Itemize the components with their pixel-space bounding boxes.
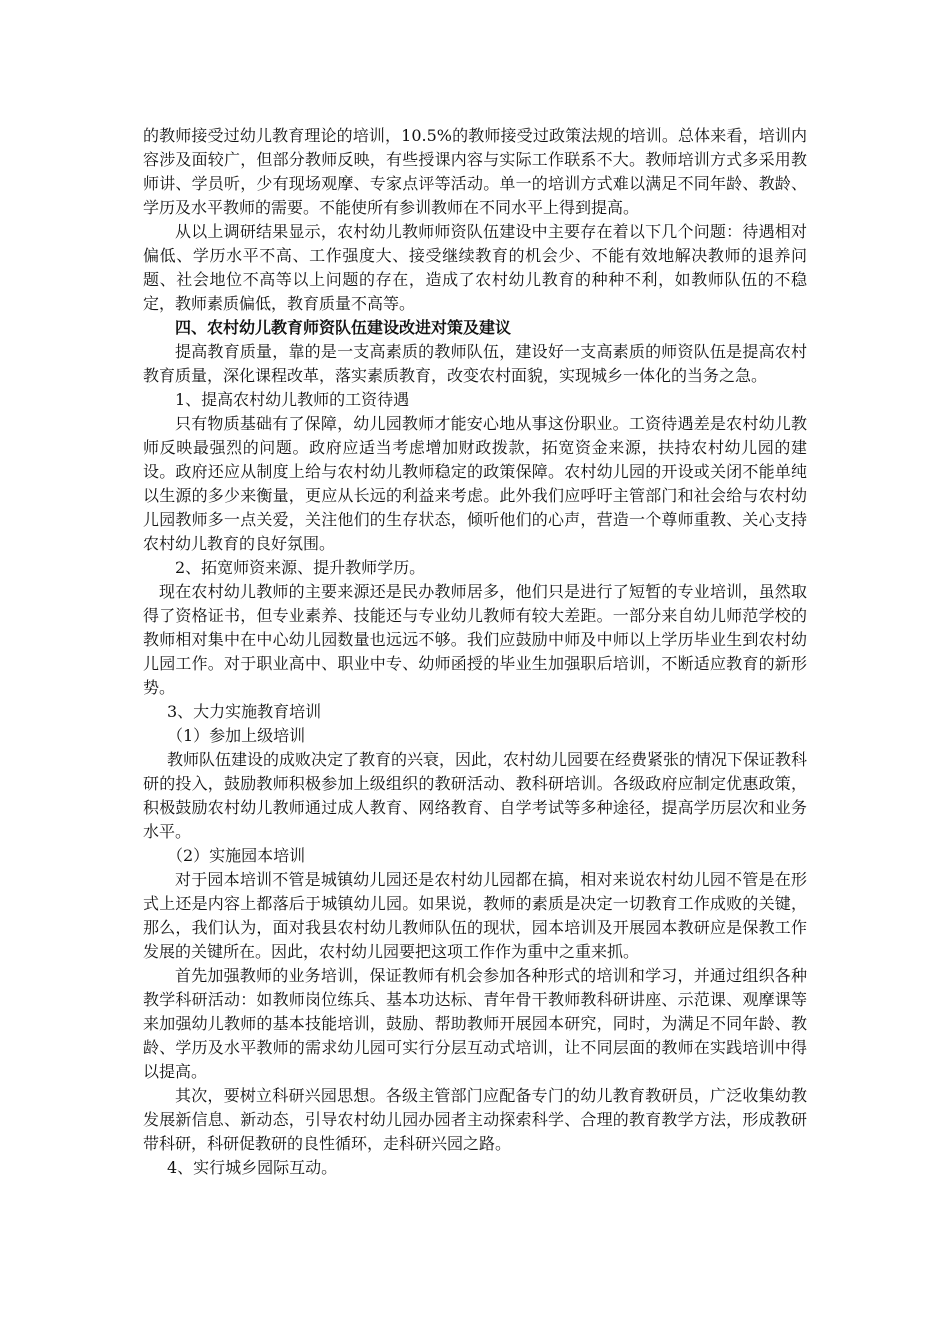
section-heading-4: 四、农村幼儿教育师资队伍建设改进对策及建议 bbox=[175, 318, 512, 337]
paragraph-upper-training: 教师队伍建设的成败决定了教育的兴衰，因此，农村幼儿园要在经费紧张的情况下保证教科研的投入，鼓励教师积极参加上级组织的教研活动、教科研培训。各级政府应制定优惠政策，积极鼓励农村幼儿教师通过成人教育、网络教育、自学考试等多种途径，提高学历层次和业务水平。 bbox=[143, 750, 808, 841]
paragraph-quality-intro: 提高教育质量，靠的是一支高素质的教师队伍，建设好一支高素质的师资队伍是提高农村教育质量，深化课程改革，落实素质教育，改变农村面貌，实现城乡一体化的当务之急。 bbox=[143, 342, 807, 385]
subheading-4-interaction: 4、实行城乡园际互动。 bbox=[167, 1158, 338, 1177]
paragraph-training-stats: 的教师接受过幼儿教育理论的培训，10.5%的教师接受过政策法规的培训。总体来看，培训内容涉及面较广，但部分教师反映，有些授课内容与实际工作联系不大。教师培训方式多采用教师讲、学员听，少有现场观摩、专家点评等活动。单一的培训方式难以满足不同年龄、教龄、学历及水平教师的需要。不能使所有参训教师在不同水平上得到提高。 bbox=[143, 126, 807, 217]
subheading-2-sources: 2、拓宽师资来源、提升教师学历。 bbox=[175, 558, 426, 577]
subheading-3-2-school-training: （2）实施园本培训 bbox=[167, 846, 306, 865]
subheading-3-training: 3、大力实施教育培训 bbox=[167, 702, 322, 721]
document-page bbox=[143, 124, 807, 1180]
paragraph-survey-results: 从以上调研结果显示，农村幼儿教师师资队伍建设中主要存在着以下几个问题：待遇相对偏低、学历水平不高、工作强度大、接受继续教育的机会少、不能有效地解决教师的退养问题、社会地位不高等以上问题的存在，造成了农村幼儿教育的种种不利，如教师队伍的不稳定，教师素质偏低，教育质量不高等。 bbox=[143, 222, 807, 313]
paragraph-first-business-training: 首先加强教师的业务培训，保证教师有机会参加各种形式的培训和学习，并通过组织各种教学科研活动：如教师岗位练兵、基本功达标、青年骨干教师教科研讲座、示范课、观摩课等来加强幼儿教师的基本技能培训，鼓励、帮助教师开展园本研究，同时，为满足不同年龄、教龄、学历及水平教师的需求幼儿园可实行分层互动式培训，让不同层面的教师在实践培训中得以提高。 bbox=[143, 966, 807, 1081]
paragraph-salary: 只有物质基础有了保障，幼儿园教师才能安心地从事这份职业。工资待遇差是农村幼儿教师反映最强烈的问题。政府应适当考虑增加财政拨款，拓宽资金来源，扶持农村幼儿园的建设。政府还应从制度上给与农村幼儿教师稳定的政策保障。农村幼儿园的开设或关闭不能单纯以生源的多少来衡量，更应从长远的利益来考虑。此外我们应呼吁主管部门和社会给与农村幼儿园教师多一点关爱，关注他们的生存状态，倾听他们的心声，营造一个尊师重教、关心支持农村幼儿教育的良好氛围。 bbox=[143, 414, 807, 553]
paragraph-second-research: 其次，要树立科研兴园思想。各级主管部门应配备专门的幼儿教育教研员，广泛收集幼教发展新信息、新动态，引导农村幼儿园办园者主动探索科学、合理的教育教学方法，形成教研带科研，科研促教研的良性循环，走科研兴园之路。 bbox=[143, 1086, 807, 1153]
subheading-1-salary: 1、提高农村幼儿教师的工资待遇 bbox=[175, 390, 410, 409]
paragraph-school-training: 对于园本培训不管是城镇幼儿园还是农村幼儿园都在搞，相对来说农村幼儿园不管是在形式上还是内容上都落后于城镇幼儿园。如果说，教师的素质是决定一切教育工作成败的关键，那么，我们认为，面对我县农村幼儿教师队伍的现状，园本培训及开展园本教研应是保教工作发展的关键所在。因此，农村幼儿园要把这项工作作为重中之重来抓。 bbox=[143, 870, 807, 961]
subheading-3-1-upper-training: （1）参加上级培训 bbox=[167, 726, 306, 745]
paragraph-sources: 现在农村幼儿教师的主要来源还是民办教师居多，他们只是进行了短暂的专业培训，虽然取得了资格证书，但专业素养、技能还与专业幼儿教师有较大差距。一部分来自幼儿师范学校的教师相对集中在中心幼儿园数量也远远不够。我们应鼓励中师及中师以上学历毕业生到农村幼儿园工作。对于职业高中、职业中专、幼师函授的毕业生加强职后培训，不断适应教育的新形势。 bbox=[143, 582, 807, 697]
